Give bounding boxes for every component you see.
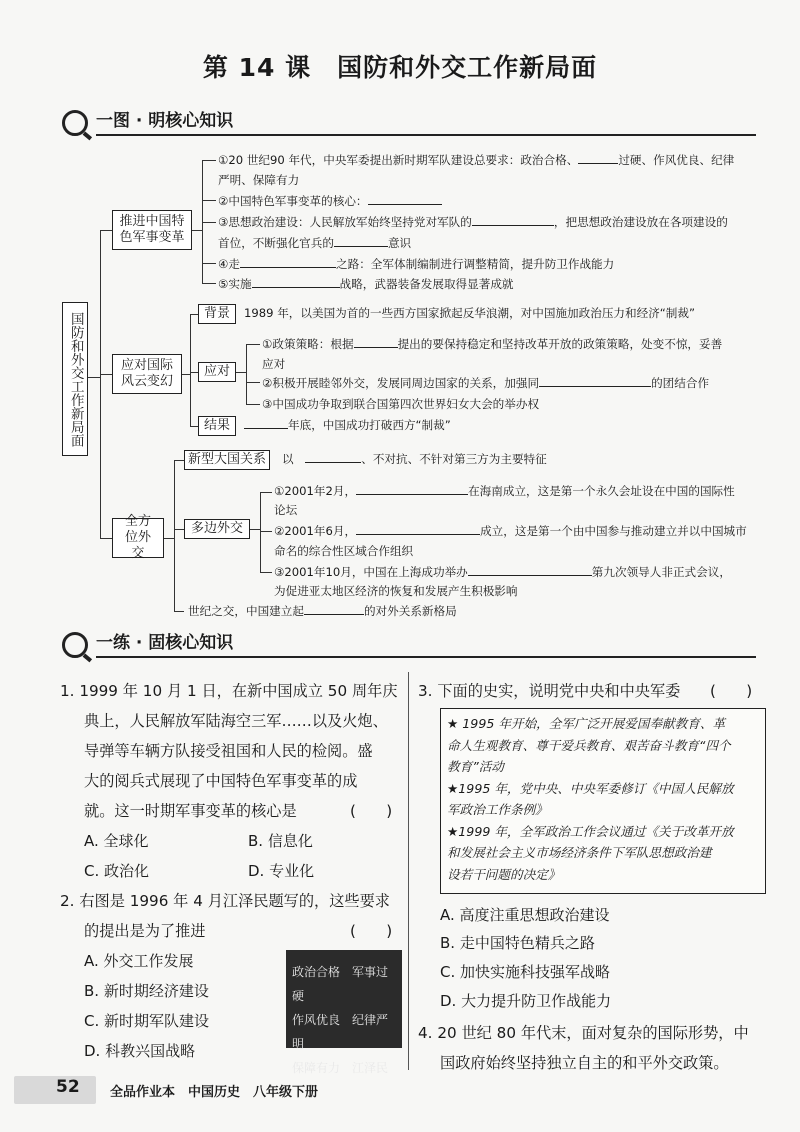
calligraphy-line: 作风优良 纪律严明 [292,1013,389,1051]
option-a[interactable]: A. 高度注重思想政治建设 [440,906,610,924]
label-result: 结果 [198,416,236,436]
map-line: 以 、不对抗、不针对第三方为主要特征 [282,452,547,466]
connector [190,426,198,427]
page-number-tab [14,1076,96,1104]
fill-blank[interactable] [578,152,618,164]
connector [100,538,112,539]
fill-blank[interactable] [472,214,554,226]
connector [174,460,184,461]
option-c[interactable]: C. 政治化 [84,862,150,880]
option-d[interactable]: D. 科教兴国战略 [84,1042,196,1060]
connector [174,611,184,612]
connector [88,377,100,378]
question-line: 大的阅兵式展现了中国特色军事变革的成 [84,772,358,790]
map-line: ②2001年6月， 成立，这是第一个由中国参与推动建立并以中国城市 [274,524,747,538]
label-multilateral: 多边外交 [184,519,250,539]
label-new-relations: 新型大国关系 [184,450,270,470]
question-line: 国政府始终坚持独立自主的和平外交政策。 [440,1054,729,1072]
map-line: ③思想政治建设：人民解放军始终坚持党对军队的 ，把思想政治建设放在各项建设的 [218,215,728,229]
question-line: 1. 1999 年 10 月 1 日，在新中国成立 50 周年庆 [60,682,398,700]
branch-international: 应对国际风云变幻 [112,354,182,394]
connector [190,314,198,315]
connector [260,492,272,493]
branch-diplomacy: 全方位外交 [112,518,164,558]
map-line: 应对 [262,357,286,371]
fill-blank[interactable] [468,564,592,576]
map-line: 世纪之交，中国建立起 的对外关系新格局 [188,604,457,618]
connector [202,222,216,223]
connector [202,200,216,201]
fill-blank[interactable] [244,417,288,429]
connector [246,404,260,405]
connector [246,344,247,404]
fill-blank[interactable] [356,483,468,495]
branch-military-reform: 推进中国特色军事变革 [112,210,192,250]
connector [260,531,272,532]
connector [250,529,260,530]
map-line: 命名的综合性区域合作组织 [274,544,414,558]
connector [190,372,198,373]
magnifier-icon [62,110,88,136]
question-line: 3. 下面的史实，说明党中央和中央军委 [418,682,681,700]
fact-line: 军政治工作条例》 [447,802,548,817]
option-c[interactable]: C. 加快实施科技强军战略 [440,963,611,981]
connector [182,374,190,375]
option-b[interactable]: B. 走中国特色精兵之路 [440,934,595,952]
page-number: 52 [56,1077,80,1097]
map-line: 首位，不断强化官兵的 意识 [218,236,412,250]
fill-blank[interactable] [539,375,651,387]
answer-paren[interactable]: ( ) [710,682,753,700]
section-title: 一图 · 明核心知识 [96,111,234,131]
section-header-practice [62,632,756,662]
connector [246,382,260,383]
question-line: 典上，人民解放军陆海空三军……以及火炮、 [84,712,388,730]
fill-blank[interactable] [356,523,480,535]
fact-line: 设若干问题的决定》 [447,866,561,882]
map-line: ⑤实施 战略，武器装备发展取得显著成就 [218,277,514,291]
question-line: 导弹等车辆方队接受祖国和人民的检阅。盛 [84,742,373,760]
section-header-map [62,110,756,140]
section-title: 一练 · 固核心知识 [96,633,234,653]
page-title: 第 14 课 国防和外交工作新局面 [202,53,598,82]
connector [202,263,216,264]
connector [202,283,216,284]
fact-line: ★1999 年，全军政治工作会议通过《关于改革开放 [447,823,734,839]
map-line: 1989 年，以美国为首的一些西方国家掀起反华浪潮，对中国施加政治压力和经济“制裁” [244,306,695,320]
map-line: ③2001年10月，中国在上海成功举办 第九次领导人非正式会议， [274,565,731,579]
calligraphy-photo [286,950,402,1075]
connector [100,230,101,538]
question-line: 的提出是为了推进 [84,922,206,940]
connector [190,314,191,426]
question-line: 就。这一时期军事变革的核心是 [84,802,297,820]
map-line: ①20 世纪90 年代，中央军委提出新时期军队建设总要求：政治合格、 过硬、作风优良、纪律 [218,153,735,167]
label-background: 背景 [198,304,236,324]
fill-blank[interactable] [305,451,361,463]
connector [202,160,216,161]
fact-line: 教育”活动 [447,759,504,774]
map-line: ①政策策略：根据 提出的要保持稳定和坚持改革开放的政策策略，处变不惊，妥善 [262,337,723,351]
map-line: 为促进亚太地区经济的恢复和发展产生积极影响 [274,584,518,598]
map-root: 国防和外交工作新局面 [62,302,88,456]
connector [260,572,272,573]
fill-blank[interactable] [304,603,364,615]
divider [96,134,756,136]
fact-line: ★1995 年，党中央、中央军委修订《中国人民解放 [447,780,734,796]
answer-paren[interactable]: ( ) [350,802,393,820]
map-line: 严明、保障有力 [218,173,300,187]
map-line: ③中国成功争取到联合国第四次世界妇女大会的举办权 [262,397,540,411]
fact-line: ★ 1995 年开始，全军广泛开展爱国奉献教育、革 [447,716,726,731]
option-a[interactable]: A. 全球化 [84,832,149,850]
connector [164,538,174,539]
question-line: 2. 右图是 1996 年 4 月江泽民题写的，这些要求 [60,892,390,910]
map-line: ①2001年2月， 在海南成立，这是第一个永久会址设在中国的国际性 [274,484,735,498]
fill-blank[interactable] [354,336,398,348]
option-d[interactable]: D. 专业化 [248,862,315,880]
option-c[interactable]: C. 新时期军队建设 [84,1012,210,1030]
connector [174,529,184,530]
connector [192,230,202,231]
option-a[interactable]: A. 外交工作发展 [84,952,194,970]
map-line: ④走 之路：全军体制编制进行调整精简，提升防卫作战能力 [218,257,615,271]
calligraphy-line: 保障有力 江泽民 [292,1061,389,1075]
connector [246,344,260,345]
magnifier-icon [62,632,88,658]
option-b[interactable]: B. 新时期经济建设 [84,982,209,1000]
fill-blank[interactable] [240,256,336,268]
answer-paren[interactable]: ( ) [350,922,393,940]
map-line: 年底，中国成功打破西方“制裁” [244,415,451,436]
option-b[interactable]: B. 信息化 [248,832,313,850]
fact-line: 和发展社会主义市场经济条件下军队思想政治建 [447,845,712,860]
book-info: 全品作业本 中国历史 八年级下册 [110,1085,319,1100]
fill-blank[interactable] [334,235,388,247]
connector [100,230,112,231]
option-d[interactable]: D. 大力提升防卫作战能力 [440,992,612,1010]
map-line: ②积极开展睦邻外交，发展同周边国家的关系，加强同 的团结合作 [262,376,710,390]
fill-blank[interactable] [252,276,340,288]
label-response: 应对 [198,362,236,382]
column-divider [408,672,409,1070]
fact-line: 命人生观教育、尊干爱兵教育、艰苦奋斗教育“四个 [447,737,731,753]
map-line: ②中国特色军事变革的核心： [218,191,442,212]
map-line: 论坛 [274,503,298,517]
connector [100,374,112,375]
fill-blank[interactable] [368,193,442,205]
question-line: 4. 20 世纪 80 年代末，面对复杂的国际形势，中 [418,1024,749,1042]
calligraphy-line: 政治合格 军事过硬 [292,965,389,1003]
divider [96,656,756,658]
facts-box [440,708,766,894]
connector [236,372,246,373]
connector [174,460,175,611]
